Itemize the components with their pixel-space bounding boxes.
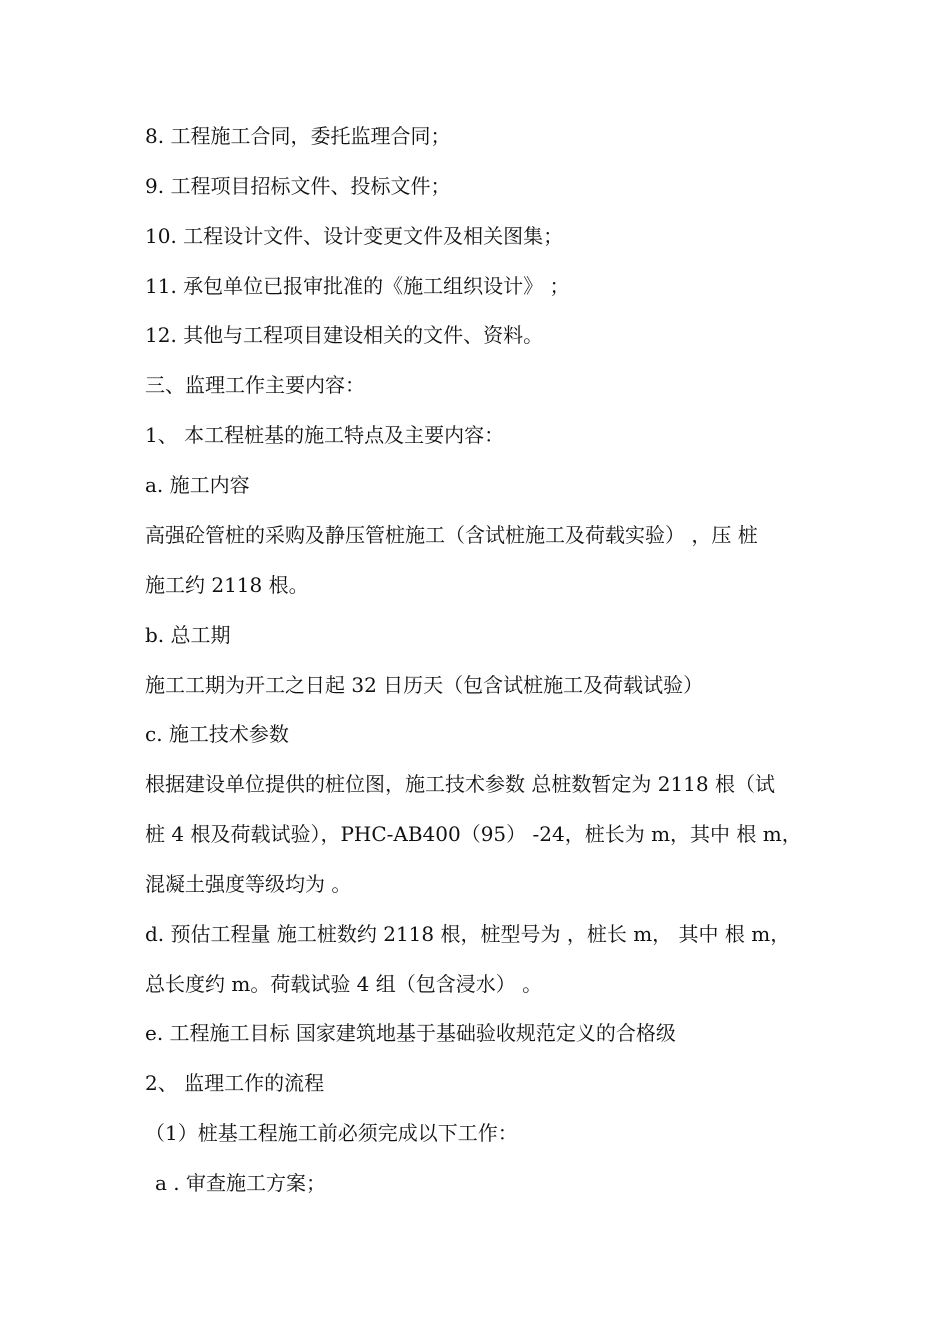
text-line: 11. 承包单位已报审批准的《施工组织设计》 ； [145,274,570,298]
item-heading: b. 总工期 [145,623,231,647]
subsection-heading: 2、 监理工作的流程 [145,1071,325,1095]
text-line: 10. 工程设计文件、设计变更文件及相关图集； [145,224,564,248]
text-line: 施工约 2118 根。 [145,573,309,597]
text-line: a . 审查施工方案； [155,1171,326,1195]
text-line: d. 预估工程量 施工桩数约 2118 根，桩型号为 ，桩长 m， 其中 根 m， [145,922,791,946]
text-line: 混凝土强度等级均为 。 [145,872,352,896]
text-line: e. 工程施工目标 国家建筑地基于基础验收规范定义的合格级 [145,1021,676,1045]
text-line: 施工工期为开工之日起 32 日历天（包含试桩施工及荷载试验） [145,673,704,697]
text-line: 9. 工程项目招标文件、投标文件； [145,174,451,198]
text-line: （1）桩基工程施工前必须完成以下工作： [145,1121,518,1145]
text-line: 12. 其他与工程项目建设相关的文件、资料。 [145,323,544,347]
text-line: 桩 4 根及荷载试验），PHC-AB400（95） -24，桩长为 m，其中 根 m， [145,822,802,846]
section-heading: 三、监理工作主要内容： [145,373,365,397]
text-line: 总长度约 m。荷载试验 4 组（包含浸水） 。 [145,972,543,996]
text-line: 8. 工程施工合同，委托监理合同； [145,124,451,148]
item-heading: c. 施工技术参数 [145,722,289,746]
item-heading: a. 施工内容 [145,473,250,497]
subsection-heading: 1、 本工程桩基的施工特点及主要内容： [145,423,505,447]
text-line: 根据建设单位提供的桩位图，施工技术参数 总桩数暂定为 2118 根（试 [145,772,775,796]
text-line: 高强砼管桩的采购及静压管桩施工（含试桩施工及荷载实验） ，压 桩 [145,523,758,547]
